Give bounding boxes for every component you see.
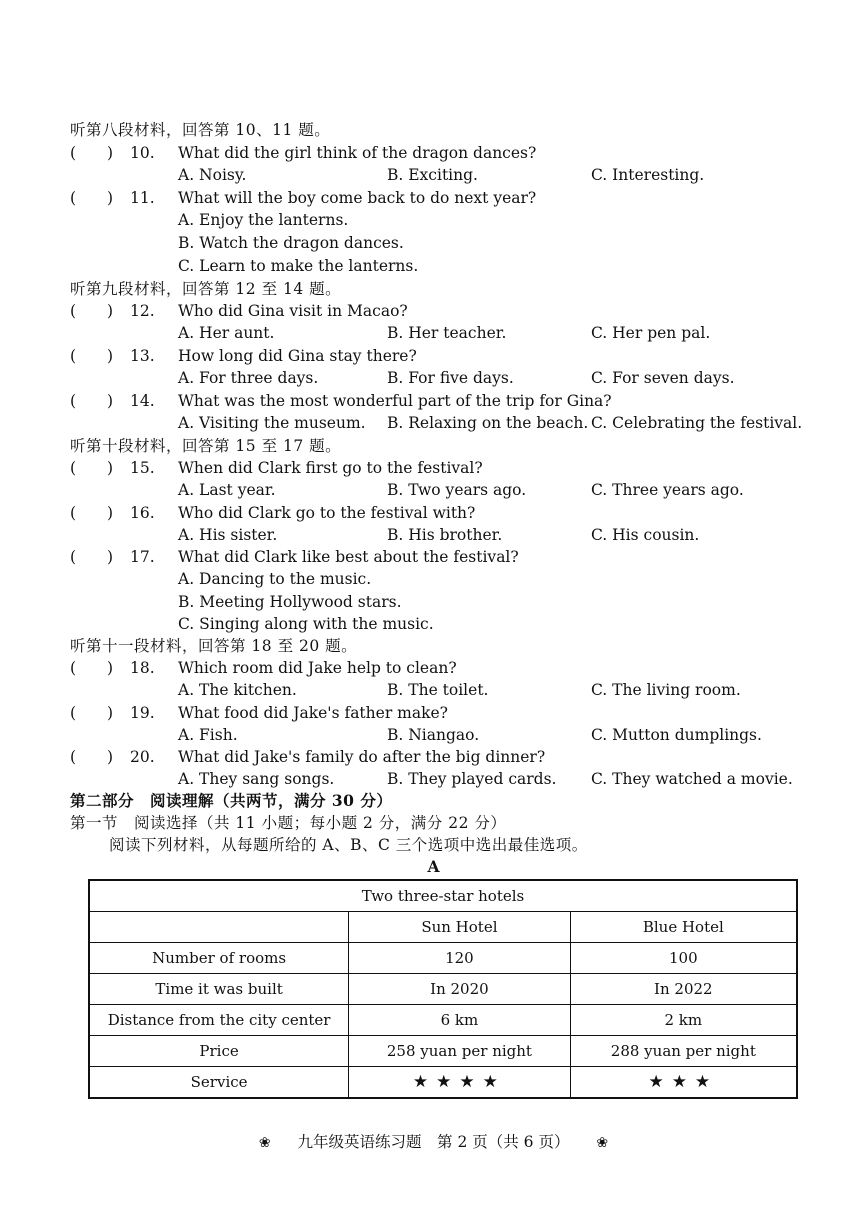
option-a: A. Her aunt. (178, 324, 275, 342)
answer-blank[interactable]: ( ) (70, 144, 114, 162)
option-a: A. Noisy. (178, 166, 247, 184)
question-number: 16. (130, 504, 155, 522)
table-row (89, 1036, 797, 1067)
option-b: B. Niangao. (387, 726, 480, 744)
option-c: C. They watched a movie. (591, 770, 793, 788)
section-heading-8: 听第八段材料，回答第 10、11 题。 (70, 121, 331, 139)
table-cell: 2 km (570, 1005, 797, 1036)
option-c: C. Singing along with the music. (178, 615, 434, 633)
option-c: C. Three years ago. (591, 481, 744, 499)
option-b: B. For five days. (387, 369, 514, 387)
option-a: A. The kitchen. (178, 681, 297, 699)
section-heading-11: 听第十一段材料，回答第 18 至 20 题。 (70, 637, 358, 655)
option-c: C. Interesting. (591, 166, 705, 184)
question-number: 17. (130, 548, 155, 566)
option-c: C. The living room. (591, 681, 741, 699)
section-heading-10: 听第十段材料，回答第 15 至 17 题。 (70, 437, 342, 455)
option-b: B. The toilet. (387, 681, 489, 699)
question-text: What will the boy come back to do next year? (178, 189, 537, 207)
option-a: A. Dancing to the music. (178, 570, 372, 588)
option-b: B. Exciting. (387, 166, 478, 184)
table-cell: 288 yuan per night (570, 1036, 797, 1067)
question-number: 14. (130, 392, 155, 410)
part2-title: 第二部分 阅读理解（共两节，满分 30 分） (70, 791, 393, 810)
option-a: A. For three days. (178, 369, 319, 387)
question-number: 11. (130, 189, 155, 207)
answer-blank[interactable]: ( ) (70, 302, 114, 320)
table-row (89, 974, 797, 1005)
answer-blank[interactable]: ( ) (70, 459, 114, 477)
question-text: What did the girl think of the dragon dances? (178, 144, 537, 162)
table-cell: In 2022 (570, 974, 797, 1005)
question-text: Who did Clark go to the festival with? (178, 504, 476, 522)
table-header-cell: Blue Hotel (570, 912, 797, 943)
table-cell: In 2020 (349, 974, 570, 1005)
table-header-cell (89, 912, 349, 943)
question-text: What did Clark like best about the festival? (178, 548, 519, 566)
option-a: A. Visiting the museum. (178, 414, 366, 432)
option-c: C. Mutton dumplings. (591, 726, 762, 744)
flower-icon: ❀ (258, 1135, 271, 1151)
answer-blank[interactable]: ( ) (70, 189, 114, 207)
option-b: B. Relaxing on the beach. (387, 414, 589, 432)
option-a: A. Fish. (178, 726, 238, 744)
option-a: A. They sang songs. (178, 770, 335, 788)
answer-blank[interactable]: ( ) (70, 504, 114, 522)
table-cell: 100 (570, 943, 797, 974)
table-cell: 120 (349, 943, 570, 974)
option-b: B. Two years ago. (387, 481, 527, 499)
section-heading-9: 听第九段材料，回答第 12 至 14 题。 (70, 280, 342, 298)
question-number: 12. (130, 302, 155, 320)
option-b: B. Her teacher. (387, 324, 507, 342)
answer-blank[interactable]: ( ) (70, 704, 114, 722)
table-row (89, 943, 797, 974)
option-b: B. Watch the dragon dances. (178, 234, 404, 252)
option-a: A. Enjoy the lanterns. (178, 211, 349, 229)
page-footer (0, 1130, 867, 1152)
table-row (89, 1067, 797, 1099)
footer-text: 九年级英语练习题 第 2 页（共 6 页） (297, 1133, 570, 1151)
question-number: 20. (130, 748, 155, 766)
option-c: C. Learn to make the lanterns. (178, 257, 419, 275)
part2-section1-title: 第一节 阅读选择（共 11 小题；每小题 2 分，满分 22 分） (70, 814, 507, 832)
option-b: B. Meeting Hollywood stars. (178, 593, 402, 611)
row-label: Distance from the city center (89, 1005, 349, 1036)
question-text: Which room did Jake help to clean? (178, 659, 457, 677)
passage-label: A (427, 857, 440, 876)
answer-blank[interactable]: ( ) (70, 347, 114, 365)
star-rating: ★★★ (570, 1067, 797, 1099)
answer-blank[interactable]: ( ) (70, 392, 114, 410)
hotel-comparison-table (88, 879, 798, 1099)
question-text: How long did Gina stay there? (178, 347, 417, 365)
option-c: C. Celebrating the festival. (591, 414, 803, 432)
row-label: Time it was built (89, 974, 349, 1005)
option-c: C. For seven days. (591, 369, 735, 387)
option-c: C. His cousin. (591, 526, 700, 544)
part2-instruction: 阅读下列材料，从每题所给的 A、B、C 三个选项中选出最佳选项。 (109, 836, 588, 854)
table-cell: 258 yuan per night (349, 1036, 570, 1067)
question-text: When did Clark first go to the festival? (178, 459, 483, 477)
question-text: What was the most wonderful part of the trip for Gina? (178, 392, 612, 410)
question-text: What did Jake's family do after the big dinner? (178, 748, 546, 766)
table-caption-row (89, 880, 797, 912)
table-row (89, 1005, 797, 1036)
question-number: 19. (130, 704, 155, 722)
question-number: 18. (130, 659, 155, 677)
option-a: A. Last year. (178, 481, 276, 499)
question-number: 13. (130, 347, 155, 365)
table-header-cell: Sun Hotel (349, 912, 570, 943)
option-b: B. They played cards. (387, 770, 557, 788)
flower-icon: ❀ (596, 1135, 609, 1151)
answer-blank[interactable]: ( ) (70, 659, 114, 677)
row-label: Price (89, 1036, 349, 1067)
question-number: 15. (130, 459, 155, 477)
table-header-row (89, 912, 797, 943)
table-caption: Two three-star hotels (89, 880, 797, 912)
row-label: Number of rooms (89, 943, 349, 974)
question-text: Who did Gina visit in Macao? (178, 302, 408, 320)
option-c: C. Her pen pal. (591, 324, 711, 342)
row-label: Service (89, 1067, 349, 1099)
question-number: 10. (130, 144, 155, 162)
star-rating: ★★★★ (349, 1067, 570, 1099)
answer-blank[interactable]: ( ) (70, 748, 114, 766)
option-b: B. His brother. (387, 526, 503, 544)
answer-blank[interactable]: ( ) (70, 548, 114, 566)
table-cell: 6 km (349, 1005, 570, 1036)
question-text: What food did Jake's father make? (178, 704, 448, 722)
option-a: A. His sister. (178, 526, 278, 544)
